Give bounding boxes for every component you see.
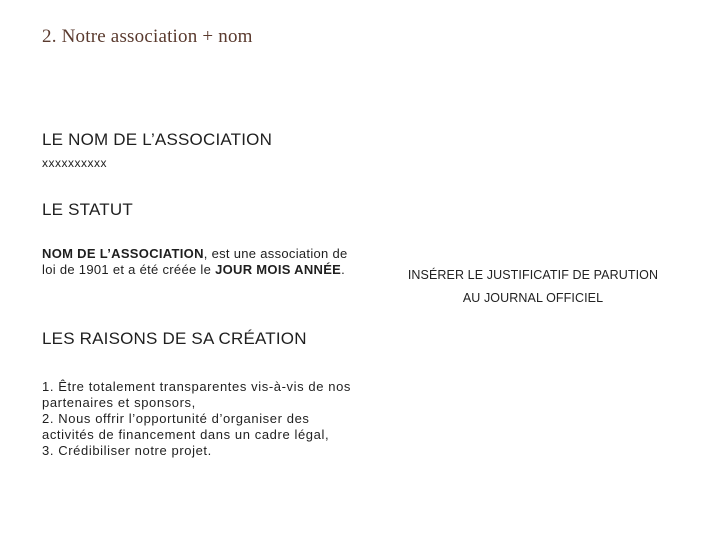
raisons-list [42,379,362,459]
justificatif-placeholder [390,264,676,310]
raison-item-3: 3. Crédibiliser notre projet. [42,443,212,458]
creation-date-bold: JOUR MOIS ANNÉE [215,262,342,277]
association-name-value: xxxxxxxxxx [42,156,107,170]
statut-heading: LE STATUT [42,200,133,219]
statut-middle-text: , est une association de loi de 1901 et a été créée le [42,246,348,277]
justificatif-line-2: AU JOURNAL OFFICIEL [462,291,604,305]
justificatif-line-1: INSÉRER LE JUSTIFICATIF DE PARUTION [407,268,659,282]
raisons-heading: LES RAISONS DE SA CRÉATION [42,329,307,348]
association-name-bold: NOM DE L’ASSOCIATION [42,246,204,261]
statut-end-text: . [341,262,346,277]
slide-title: 2. Notre association + nom [42,26,253,47]
name-heading: LE NOM DE L’ASSOCIATION [42,130,273,149]
statut-paragraph [42,246,352,278]
raison-item-2: 2. Nous offrir l’opportunité d’organiser des activités de financement dans un cadre légal, [42,411,330,442]
raison-item-1: 1. Être totalement transparentes vis-à-vis de nos partenaires et sponsors, [42,379,352,410]
